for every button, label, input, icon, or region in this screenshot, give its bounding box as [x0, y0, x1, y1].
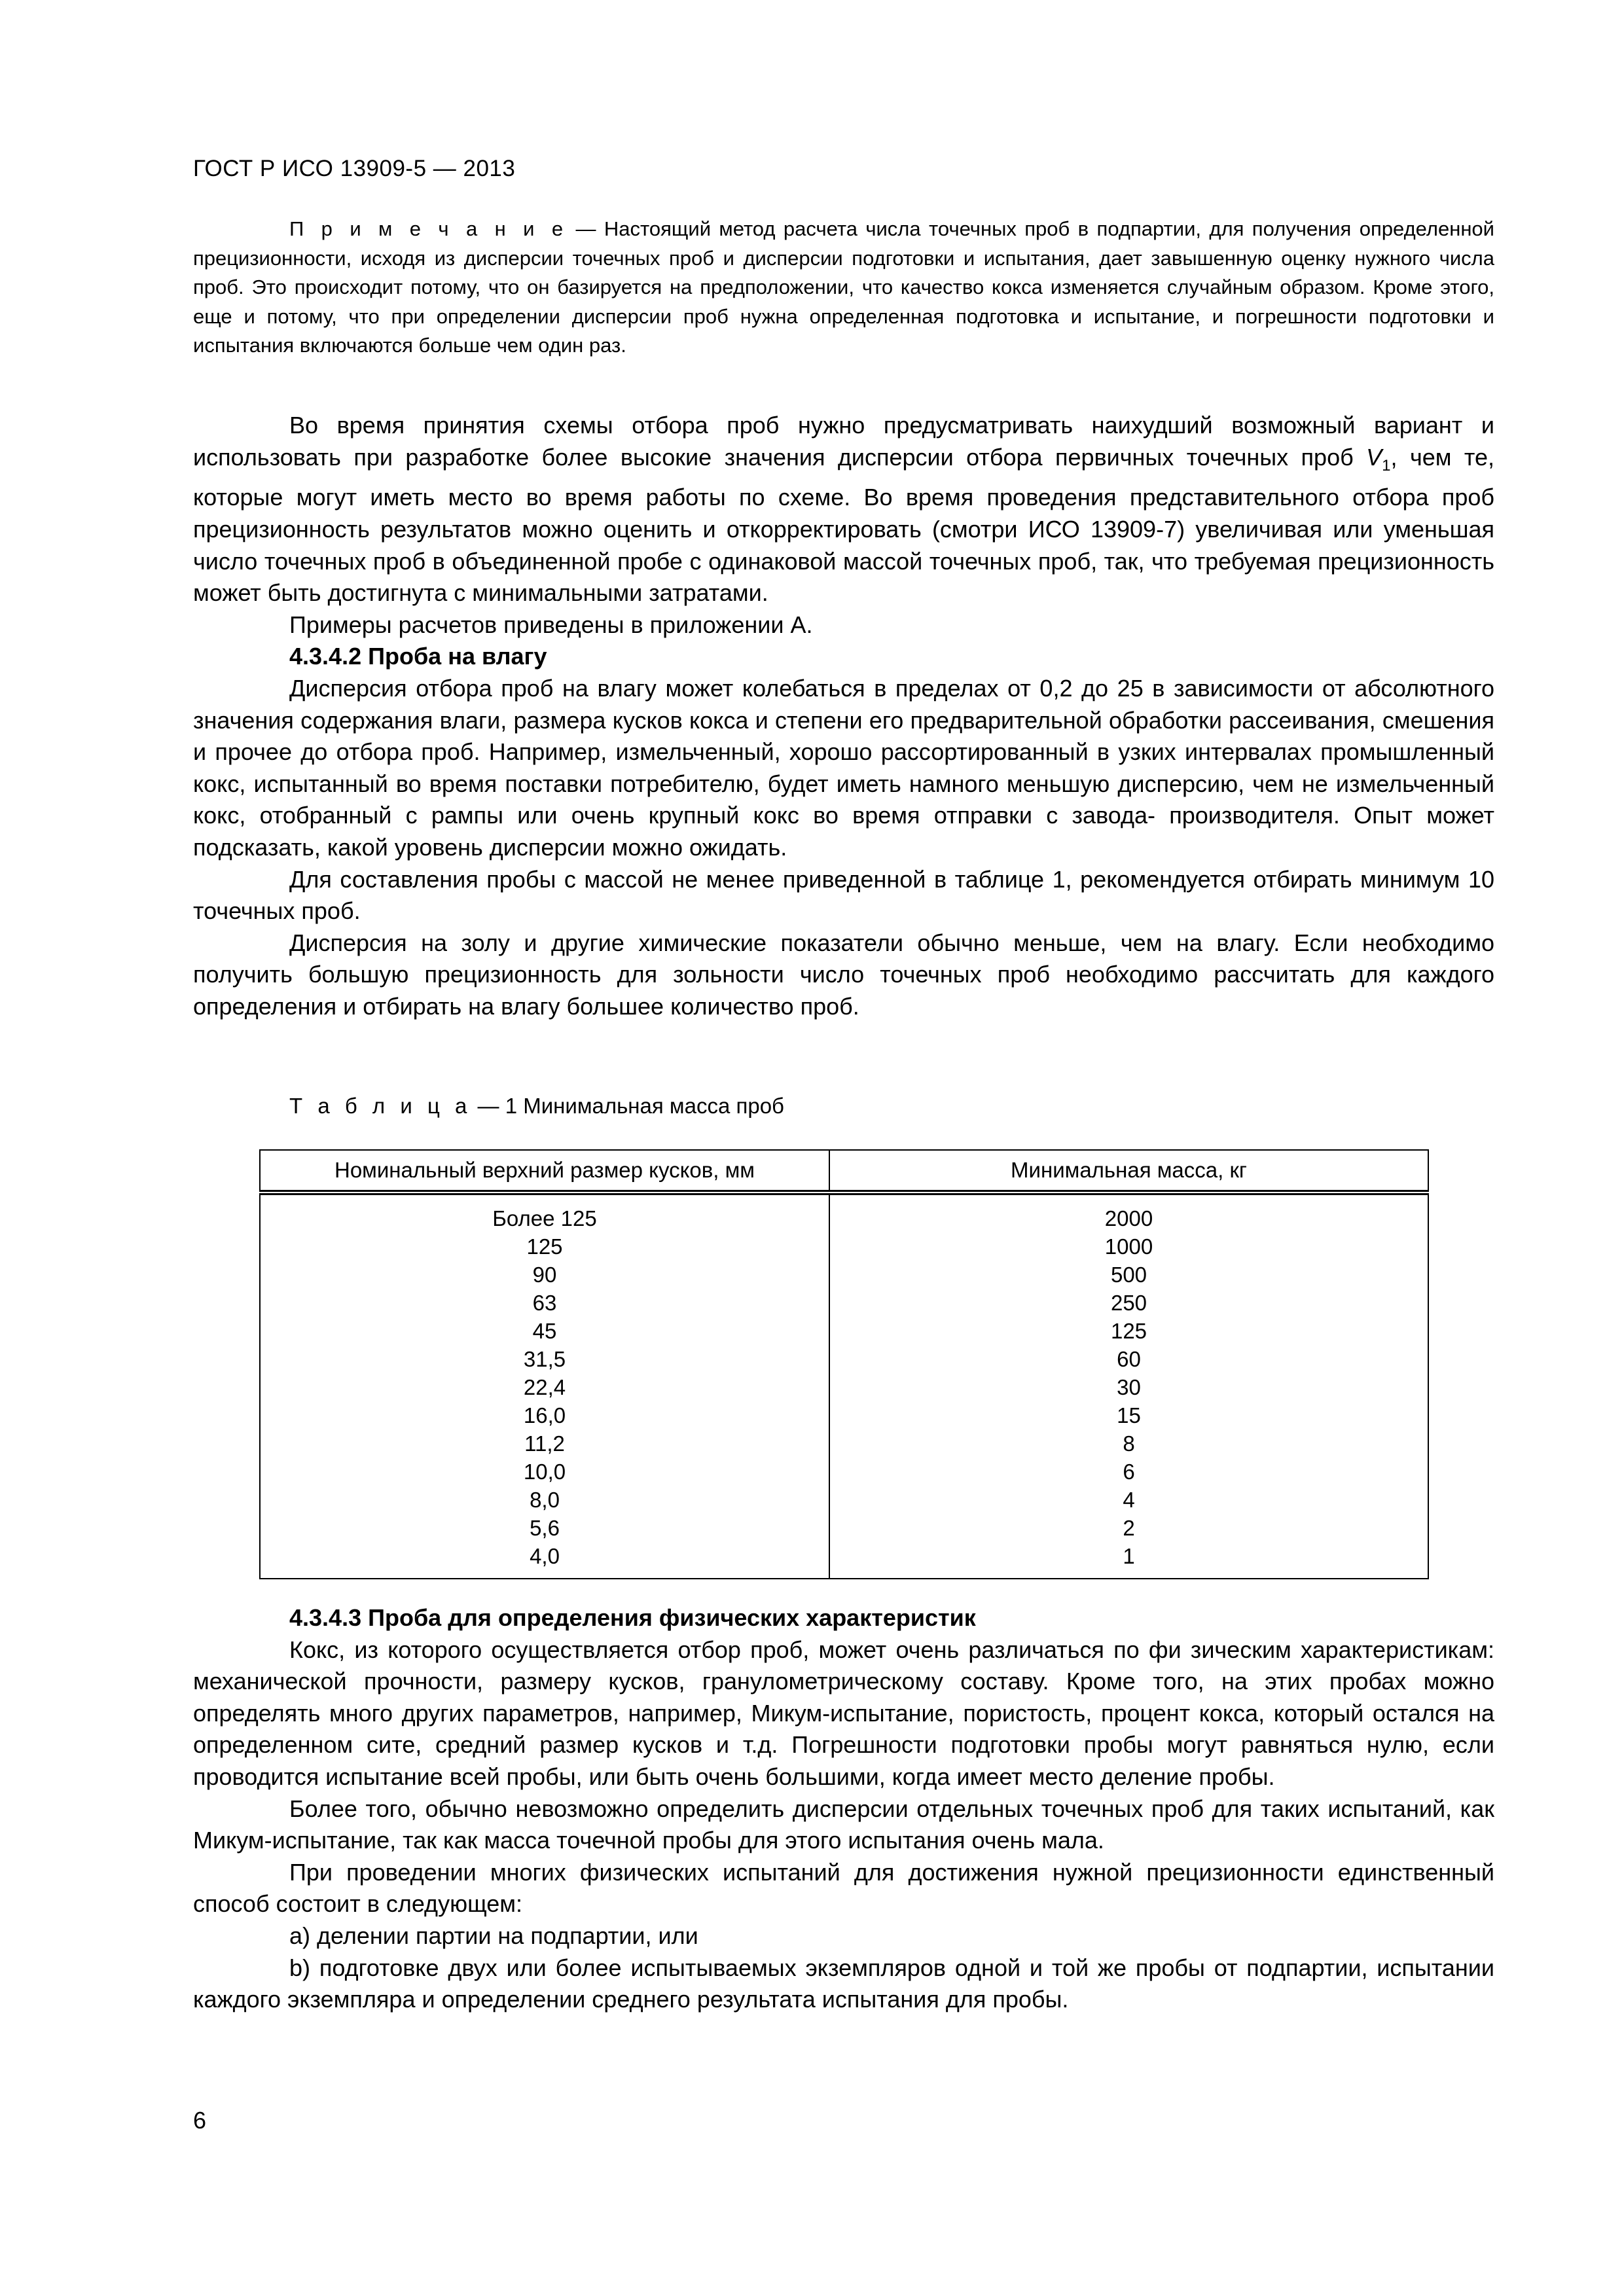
size-cell: 4,0 [260, 1542, 829, 1579]
page-number: 6 [193, 2107, 207, 2134]
mass-cell: 4 [829, 1486, 1428, 1514]
section-heading: 4.3.4.2 Проба на влагу [289, 643, 547, 670]
mass-cell: 30 [829, 1373, 1428, 1401]
mass-cell: 500 [829, 1261, 1428, 1289]
table-row [260, 1345, 1428, 1373]
mass-cell: 2 [829, 1514, 1428, 1542]
paragraph: Дисперсия отбора проб на влагу может колебаться в пределах от 0,2 до 25 в зависимости от абсолютного значения содержания влаги, размера кусков кокса и степени его предварительной обработки рассеивания, смешения и прочее до отбора проб. Например, измельченный, хорошо рассортированный в узких интервалах промышленный кокс, испытанный во время поставки потребителю, будет иметь намного меньшую дисперсию, чем не измельченный кокс, отобранный с рампы или очень крупный кокс во время отправки с завода- производителя. Опыт может подсказать, какой уровень дисперсии можно ожидать. [193, 674, 1494, 861]
table-row [260, 1193, 1428, 1232]
size-cell: 8,0 [260, 1486, 829, 1514]
note-paragraph [193, 215, 1494, 361]
size-cell: 45 [260, 1317, 829, 1345]
size-cell: 5,6 [260, 1514, 829, 1542]
paragraph [193, 410, 1494, 609]
size-cell: 11,2 [260, 1429, 829, 1458]
paragraph: Более того, обычно невозможно определить дисперсии отдельных точечных проб для таких испытаний, как Микум-испытание, так как масса точечной пробы для этого испытания очень мала. [193, 1795, 1494, 1854]
mass-cell: 8 [829, 1429, 1428, 1458]
mass-cell: 60 [829, 1345, 1428, 1373]
list-item: а) делении партии на подпартии, или [289, 1922, 698, 1949]
table-row [260, 1486, 1428, 1514]
table-header-cell: Минимальная масса, кг [829, 1150, 1428, 1193]
table-row [260, 1429, 1428, 1458]
section-physical-characteristics [193, 1602, 1494, 2016]
mass-cell: 2000 [829, 1193, 1428, 1232]
note-label: П р и м е ч а н и е [289, 217, 568, 240]
table-caption-label: Т а б л и ц а [289, 1094, 472, 1118]
table-caption [289, 1092, 784, 1121]
size-cell: 90 [260, 1261, 829, 1289]
table-row [260, 1542, 1428, 1579]
mass-cell: 250 [829, 1289, 1428, 1317]
paragraph: Примеры расчетов приведены в приложении А. [289, 611, 813, 638]
paragraph: Дисперсия на золу и другие химические показатели обычно меньше, чем на влагу. Если необходимо получить большую прецизионность для зольности число точечных проб необходимо рассчитать для каждого определения и отбирать на влагу большее количество проб. [193, 929, 1494, 1020]
document-header: ГОСТ Р ИСО 13909-5 — 2013 [193, 156, 516, 181]
list-item: b) подготовке двух или более испытываемых экземпляров одной и той же пробы от подпартии, испытании каждого экземпляра и определении среднего результата испытания для пробы. [193, 1954, 1494, 2013]
paragraph: Для составления пробы с массой не менее приведенной в таблице 1, рекомендуется отбирать минимум 10 точечных проб. [193, 865, 1494, 925]
section-sampling-scheme [193, 410, 1494, 1022]
size-cell: 22,4 [260, 1373, 829, 1401]
table-row [260, 1261, 1428, 1289]
size-cell: 16,0 [260, 1401, 829, 1429]
size-cell: 31,5 [260, 1345, 829, 1373]
paragraph-text: Во время принятия схемы отбора проб нужно предусматривать наихудший возможный вариант и использовать при разработке более высокие значения дисперсии отбора первичных точечных проб [193, 412, 1494, 471]
mass-cell: 1 [829, 1542, 1428, 1579]
paragraph: При проведении многих физических испытаний для достижения нужной прецизионности единственный способ состоит в следующем: [193, 1858, 1494, 1918]
size-cell: 125 [260, 1232, 829, 1261]
table-row [260, 1514, 1428, 1542]
mass-cell: 125 [829, 1317, 1428, 1345]
table-header-cell: Номинальный верхний размер кусков, мм [260, 1150, 829, 1193]
mass-cell: 1000 [829, 1232, 1428, 1261]
table-row [260, 1401, 1428, 1429]
size-cell: Более 125 [260, 1193, 829, 1232]
table-caption-text: — 1 Минимальная масса проб [471, 1094, 784, 1118]
table-row [260, 1317, 1428, 1345]
note-text: — Настоящий метод расчета числа точечных проб в подпартии, для получения определенной прецизионности, исходя из дисперсии точечных проб и дисперсии подготовки и испытания, дает завышенную оценку нужного числа проб. Это происходит потому, что он базируется на предположении, что качество кокса изменяется случайным образом. Кроме этого, еще и потому, что при определении дисперсии проб нужна определенная подготовка и испытание, и погрешности подготовки и испытания включаются больше чем один раз. [193, 217, 1494, 357]
table-row [260, 1289, 1428, 1317]
size-cell: 63 [260, 1289, 829, 1317]
table-row [260, 1232, 1428, 1261]
paragraph: Кокс, из которого осуществляется отбор проб, может очень различаться по фи зическим характеристикам: механической прочности, размеру кусков, гранулометрическому составу. Кроме того, на этих пробах можно определять много других параметров, например, Микум-испытание, пористость, процент кокса, который остался на определенном сите, средний размер кусков и т.д. Погрешности подготовки пробы могут равняться нулю, если проводится испытание всей пробы, или быть очень большими, когда имеет место деление пробы. [193, 1636, 1494, 1790]
paragraph-text: , чем те, которые могут иметь место во время работы по схеме. Во время проведения представительного отбора проб прецизионность результатов можно оценить и откорректировать (смотри ИСО 13909-7) увеличивая или уменьшая число точечных проб в объединенной пробе с одинаковой массой точечных проб, так, что требуемая прецизионность может быть достигнута с минимальными затратами. [193, 443, 1495, 607]
mass-cell: 6 [829, 1458, 1428, 1486]
table-header-row [260, 1150, 1428, 1193]
mass-cell: 15 [829, 1401, 1428, 1429]
table-row [260, 1458, 1428, 1486]
variable-v: V [1366, 443, 1382, 471]
size-cell: 10,0 [260, 1458, 829, 1486]
variable-subscript: 1 [1382, 456, 1391, 475]
section-heading: 4.3.4.3 Проба для определения физических характеристик [289, 1604, 976, 1631]
min-mass-table [259, 1149, 1429, 1579]
table-row [260, 1373, 1428, 1401]
